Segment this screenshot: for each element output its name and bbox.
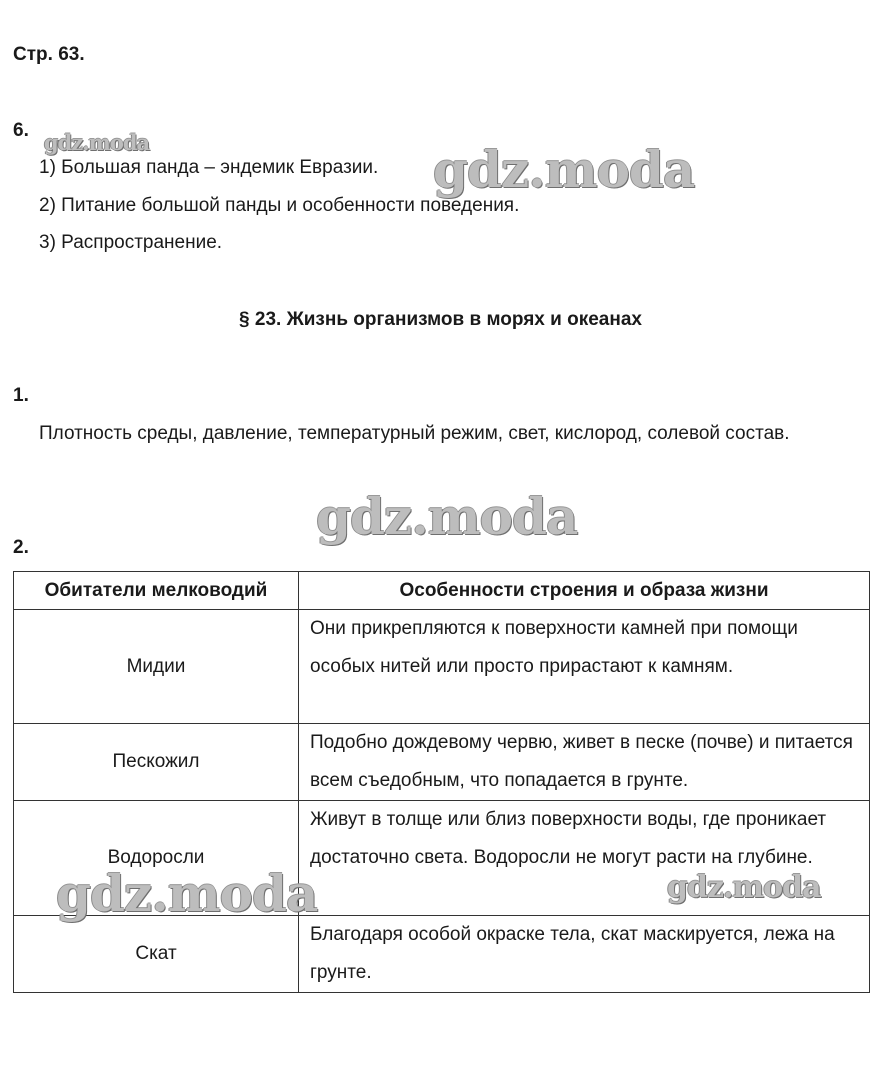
table-row xyxy=(14,610,870,724)
watermark-middle: gdz.moda xyxy=(316,487,578,546)
task-6-number: 6. xyxy=(13,120,29,141)
description-cell: Подобно дождевому червю, живет в песке (почве) и питается всем съедобным, что попадается в грунте. xyxy=(299,724,870,801)
table-row xyxy=(14,916,870,993)
page-header: Стр. 63. xyxy=(13,44,85,65)
watermark-bottom-left: gdz.moda xyxy=(56,864,318,923)
task-6-item-1: 1) Большая панда – эндемик Евразии. xyxy=(39,157,379,178)
habitats-table xyxy=(13,571,870,993)
table-row xyxy=(14,724,870,801)
task-2-number: 2. xyxy=(13,537,29,558)
organism-cell: Мидии xyxy=(14,610,299,724)
organism-cell: Водоросли xyxy=(14,801,299,916)
task-6-item-2: 2) Питание большой панды и особенности поведения. xyxy=(39,195,520,216)
table-header-row xyxy=(14,572,870,610)
task-1-number: 1. xyxy=(13,385,29,406)
description-cell: Благодаря особой окраске тела, скат маскируется, лежа на грунте. xyxy=(299,916,870,993)
description-cell: Живут в толще или близ поверхности воды, где проникает достаточно света. Водоросли не могут расти на глубине. xyxy=(299,801,870,916)
description-cell: Они прикрепляются к поверхности камней при помощи особых нитей или просто прирастают к камням. xyxy=(299,610,870,724)
task-1-text: Плотность среды, давление, температурный режим, свет, кислород, солевой состав. xyxy=(39,423,790,444)
watermark-small-top: gdz.moda xyxy=(44,130,150,155)
header-organisms: Обитатели мелководий xyxy=(14,572,299,610)
header-features: Особенности строения и образа жизни xyxy=(299,572,870,610)
organism-cell: Пескожил xyxy=(14,724,299,801)
watermark-bottom-right: gdz.moda xyxy=(667,870,821,905)
watermark-top: gdz.moda xyxy=(433,140,695,199)
section-title: § 23. Жизнь организмов в морях и океанах xyxy=(239,309,642,330)
task-6-item-3: 3) Распространение. xyxy=(39,232,223,253)
organism-cell: Скат xyxy=(14,916,299,993)
